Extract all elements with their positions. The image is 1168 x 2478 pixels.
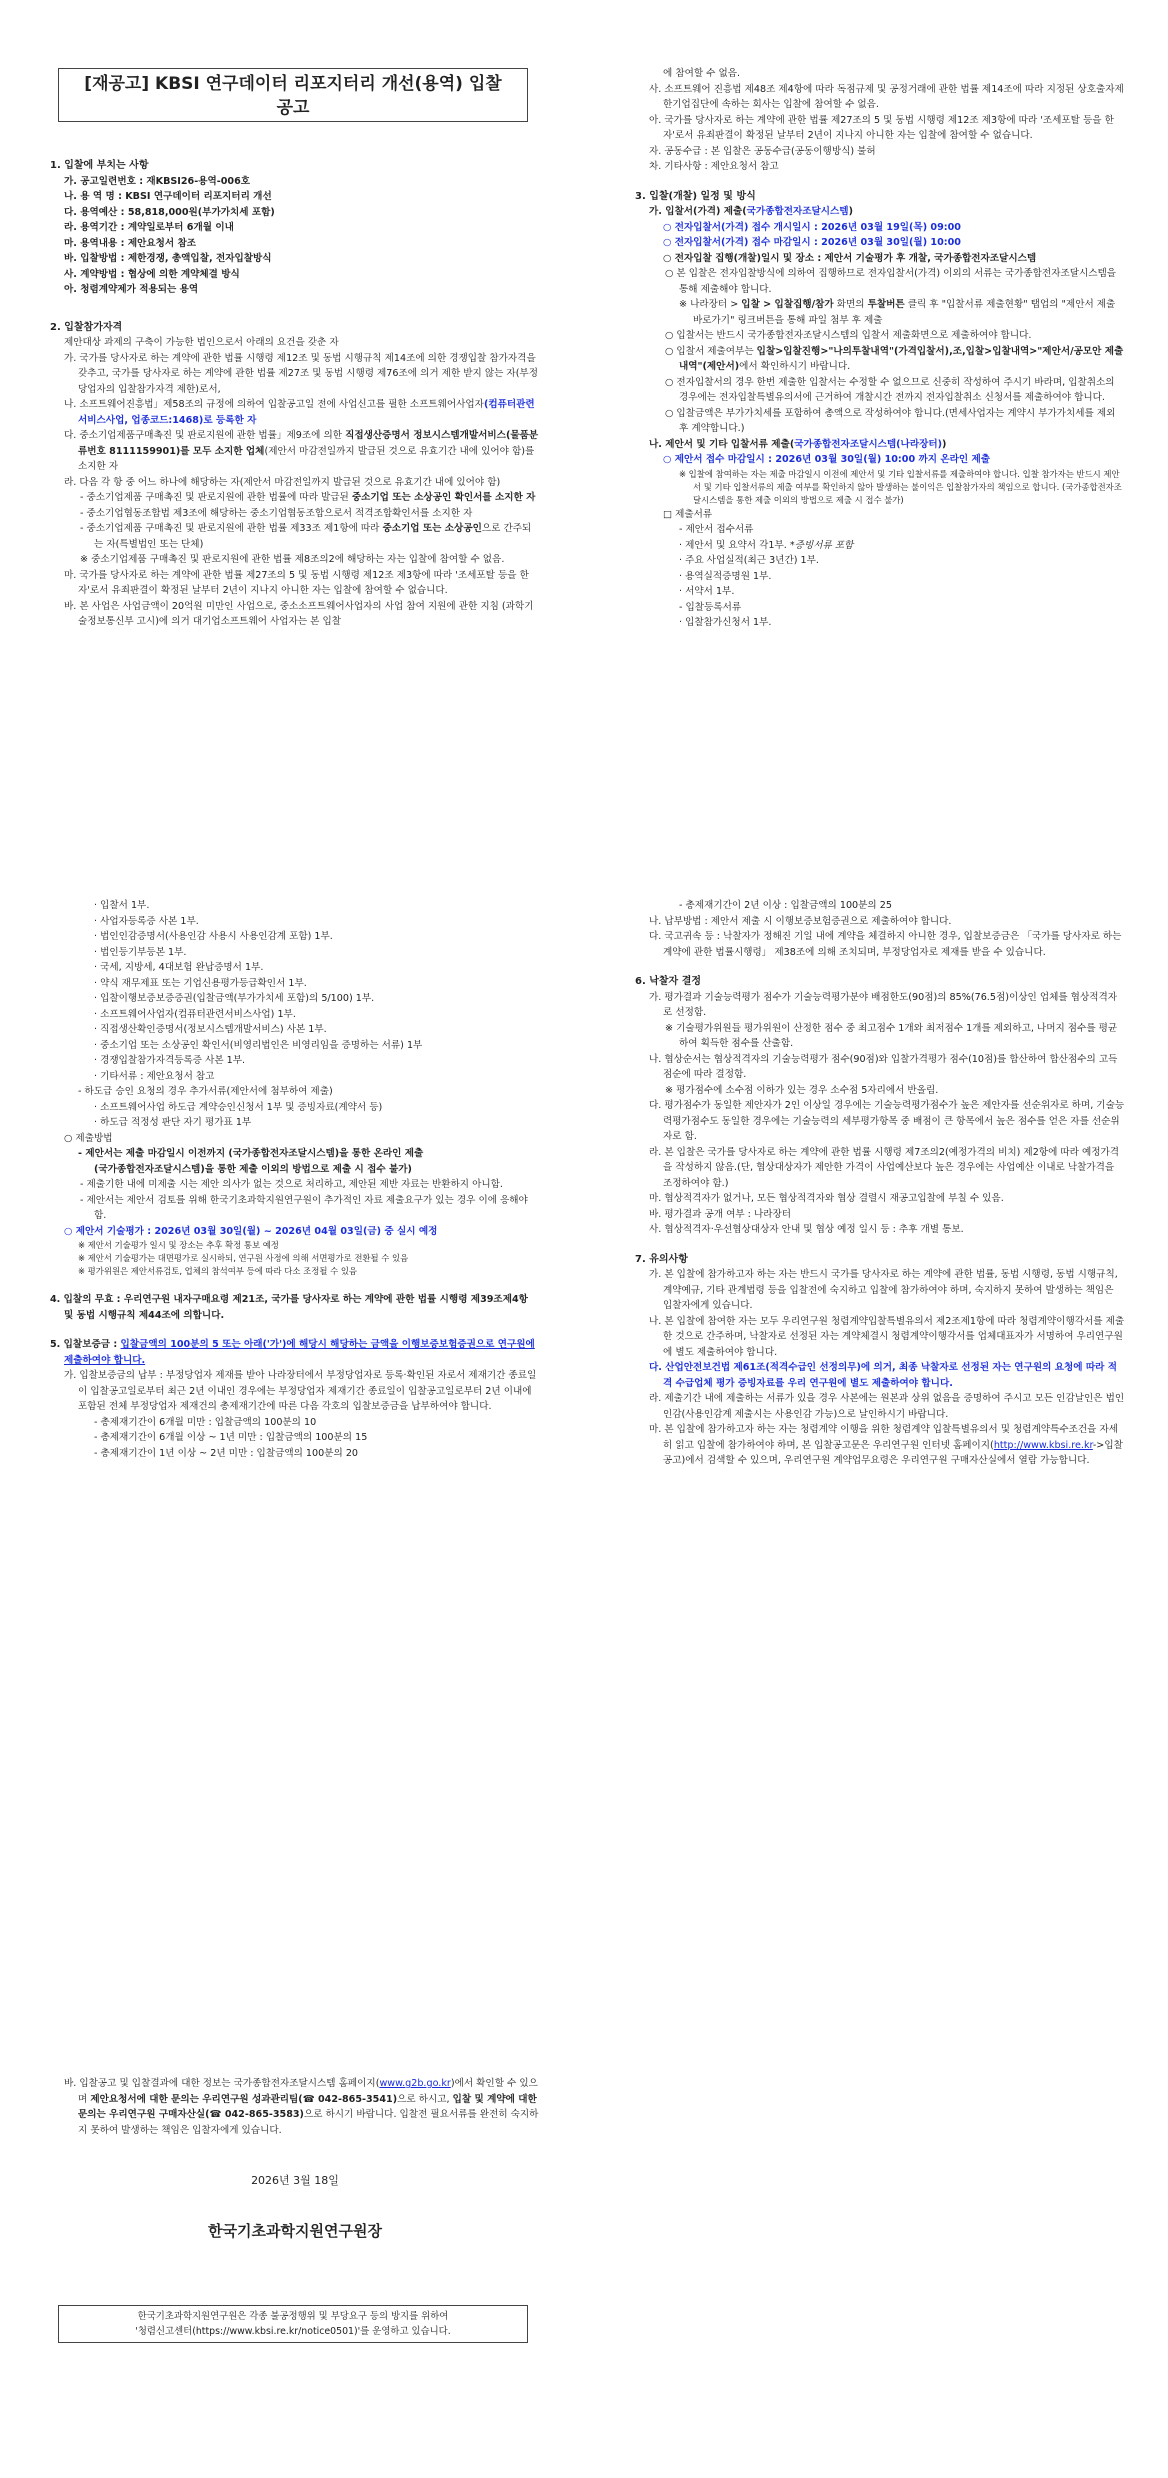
s6-ba: 바. 평가결과 공개 여부 : 나라장터 xyxy=(649,1208,792,1220)
s6-da: 다. 평가점수가 동일한 제안자가 2인 이상일 경우에는 기술능력평가점수가 높은 제안자를 선순위자로 하며, 기술능력평가점수도 동일한 경우에는 기술능력의 세부평가항목 중 배점이 큰 항목에서 높은 점수를 얻은 자를 선순위자로 함. xyxy=(649,1100,1125,1142)
s8-ba-e: 입찰 및 계약에 대한 문의는 우리연구원 구매자산실(☎ 042-865-3583) xyxy=(78,2093,537,2120)
s2-da-tail: (제안서 마감전일까지 발급된 것으로 유효기간 내에 있어야 함)를 소지한 자 xyxy=(78,445,535,472)
s2-ma: 마. 국가를 당사자로 하는 계약에 관한 법률 제27조의 5 및 동법 시행령 제12조 제3항에 따라 '조세포탈 등을 한 자'로서 유죄판결이 확정된 날부터 2년이 지나지 아니한 자는 입찰에 참여할 수 없습니다. xyxy=(64,569,529,596)
s6-ga-note: ※ 기술평가위원들 평가위원이 산정한 점수 중 최고점수 1개와 최저점수 1개를 제외하고, 나머지 점수를 평균하여 획득한 점수를 산출함. xyxy=(665,1022,1118,1049)
s6-na-note: ※ 평가점수에 소수점 이하가 있는 경우 소수점 5자리에서 반올림. xyxy=(665,1084,939,1096)
s7-ra: 라. 제출기간 내에 제출하는 서류가 있을 경우 사본에는 원본과 상위 없음을 증명하여 주시고 모든 인감날인은 법인인감(사용인감계 제출시는 사용인감 가능)으로 날인하시기 바랍니다. xyxy=(649,1393,1125,1420)
s3-o5 xyxy=(635,297,1125,328)
s3-doc: · 주요 사업실적(최근 3년간) 1부. xyxy=(679,555,819,566)
s5-g1: - 총제재기간이 6개월 미만 : 입찰금액의 100분의 10 xyxy=(94,1416,317,1428)
s3-o5-c: 화면의 xyxy=(833,299,868,310)
s5b-da: 다. 국고귀속 등 : 낙찰자가 정해진 기일 내에 계약을 체결하지 아니한 경우, 입찰보증금은 「국가를 당사자로 하는 계약에 관한 법률시행령」 제38조에 의해 조치되며, 부정당업자로 제재를 받을 수 있습니다. xyxy=(649,931,1122,958)
s2b-ja: 자. 공동수급 : 본 입찰은 공동수급(공동이행방식) 불허 xyxy=(649,145,876,157)
section-7-heading: 7. 유의사항 xyxy=(635,1253,688,1265)
s3-o5-d: 투찰버튼 xyxy=(867,299,905,310)
document-title-line2: 공고 xyxy=(276,98,310,118)
s3c-item: · 국세, 지방세, 4대보험 완납증명서 1부. xyxy=(94,962,264,973)
section-4-text: 4. 입찰의 무효 : 우리연구원 내자구매요령 제21조, 국가를 당사자로 하는 계약에 관한 법률 시행령 제39조제4항 및 동법 시행규칙 제44조에 의합니다. xyxy=(50,1294,528,1321)
s3-o3: ○ 전자입찰 집행(개찰)일시 및 장소 : 제안서 기술평가 후 개찰, 국가종합전자조달시스템 xyxy=(663,252,1037,264)
s3-ga xyxy=(635,204,1125,220)
s3c-item: · 기타서류 : 제안요청서 참고 xyxy=(94,1070,215,1082)
announcement-date: 2026년 3월 18일 xyxy=(251,2174,339,2187)
s3-ga-text: 가. 입찰서(가격) 제출( xyxy=(649,206,747,217)
s3c-m1b: (국가종합전자조달시스템)을 통한 제출 이외의 방법으로 제출 시 접수 불가) xyxy=(94,1163,412,1175)
document-title-box xyxy=(58,68,528,122)
s3-na-o1: ○ 제안서 접수 마감일시 : 2026년 03월 30일(월) 10:00 까지 온라인 제출 xyxy=(663,454,991,465)
s5b-g4: - 총제재기간이 2년 이상 : 입찰금액의 100분의 25 xyxy=(679,900,892,911)
s3c-item: · 경쟁입찰참가자격등록증 사본 1부. xyxy=(94,1055,246,1066)
s3-o5-b: 입찰 > 입찰집행/참가 xyxy=(741,299,834,310)
s8-ba-c: 제안요청서에 대한 문의는 우리연구원 성과관리팀(☎ 042-865-3541) xyxy=(90,2093,398,2105)
s3-o7-a: ○ 입찰서 제출여부는 xyxy=(665,345,757,357)
s2-ra-1 xyxy=(50,490,540,506)
s1-item: 라. 용역기간 : 계약일로부터 6개월 이내 xyxy=(64,222,234,233)
s3-ga-end: ) xyxy=(848,206,853,217)
s1-item: 사. 계약방법 : 협상에 의한 계약체결 방식 xyxy=(64,268,240,280)
integrity-notice-line1: 한국기초과학지원연구원은 각종 불공정행위 및 부당요구 등의 방지를 위하여 xyxy=(137,2311,449,2322)
s3c-eval-note: ※ 평가위원은 제안서류검토, 업체의 참석여부 등에 따라 다소 조정될 수 있음 xyxy=(78,1266,358,1276)
s3c-method-head: ○ 제출방법 xyxy=(64,1132,113,1144)
s7-ma xyxy=(635,1422,1125,1469)
s3c-eval-note: ※ 제안서 기술평가는 대면평가로 실시하되, 연구원 사정에 의해 서면평가로 전환될 수 있음 xyxy=(78,1253,409,1263)
s3c-item: · 사업자등록증 사본 1부. xyxy=(94,915,199,927)
s3c-item: · 입찰서 1부. xyxy=(94,900,150,911)
section-5-heading xyxy=(50,1337,540,1368)
s6-ga: 가. 평가결과 기술능력평가 점수가 기술능력평가분야 배점한도(90점)의 85%(76.5점)이상인 업체를 협상적격자로 선정함. xyxy=(649,991,1118,1018)
s3-doc xyxy=(635,538,1125,554)
s3c-eval: ○ 제안서 기술평가 : 2026년 03월 30일(월) ~ 2026년 04월 03일(금) 중 실시 예정 xyxy=(64,1225,438,1237)
s3-na-blue: 국가종합전자조달시스템(나라장터) xyxy=(794,438,943,450)
s6-ra: 라. 본 입찰은 국가를 당사자로 하는 계약에 관한 법률 시행령 제7조의2(예정가격의 비치) 제2항에 따라 예정가격을 작성하지 않음.(단, 협상대상자가 제안한 가격이 사업예산보다 높은 경우에는 사업예산 이내로 낙찰가격을 조정하여야 함.) xyxy=(649,1146,1120,1189)
s2b-cha: 차. 기타사항 : 제안요청서 참고 xyxy=(649,161,779,172)
s3-doc: · 입찰참가신청서 1부. xyxy=(679,617,772,628)
s7-ga: 가. 본 입찰에 참가하고자 하는 자는 반드시 국가를 당사자로 하는 계약에 관한 법률, 동법 시행령, 동법 시행규칙, 계약예규, 기타 관계법령 등을 입찰전에 숙지하고 입찰에 참가하여야 하며, 숙지하지 못하여 발생하는 책임은 입찰자에게 있습니다. xyxy=(649,1269,1118,1311)
s6-ma: 마. 협상적격자가 없거나, 모든 협상적격자와 협상 결렬시 재공고입찰에 부칠 수 있음. xyxy=(649,1193,1004,1204)
s3-o7-c: 에서 확인하시기 바랍니다. xyxy=(739,361,851,372)
s2b-cont: 에 참여할 수 없음. xyxy=(663,68,741,79)
section-top-right xyxy=(635,66,1125,631)
s3c-item: · 중소기업 또는 소상공인 확인서(비영리법인은 비영리임을 증명하는 서류) 1부 xyxy=(94,1039,423,1051)
s2-ra-3 xyxy=(50,521,540,552)
section-1-items xyxy=(50,174,540,298)
section-3-heading: 3. 입찰(개찰) 일정 및 방식 xyxy=(635,190,756,202)
s3c-sub-head: - 하도급 승인 요청의 경우 추가서류(제안서에 첨부하여 제출) xyxy=(78,1086,333,1097)
section-6-heading: 6. 낙찰자 결정 xyxy=(635,976,702,987)
s2-na xyxy=(50,397,540,428)
s3-ga-blue: 국가종합전자조달시스템 xyxy=(746,206,849,217)
s3-doc: - 제안서 접수서류 xyxy=(679,524,754,535)
s3c-sub-1: · 소프트웨어사업 하도급 계약승인신청서 1부 및 증빙자료(계약서 등) xyxy=(94,1101,383,1113)
s3-na-end: ) xyxy=(942,438,947,450)
s3-o6: ○ 입찰서는 반드시 국가종합전자조달시스템의 입찰서 제출화면으로 제출하여야 합니다. xyxy=(665,330,1032,341)
s3-o5-a: ※ 나라장터 > xyxy=(679,299,742,310)
s3-o4: ○ 본 입찰은 전자입찰방식에 의하여 집행하므로 전자입찰서(가격) 이외의 서류는 국가종합전자조달시스템을 통해 제출해야 합니다. xyxy=(665,268,1117,295)
s2-ra1-bold: 중소기업 또는 소상공인 확인서를 소지한 자 xyxy=(351,492,536,503)
kbsi-homepage-link[interactable]: http://www.kbsi.re.kr xyxy=(993,1439,1093,1451)
s3-doc-text: · 제안서 및 요약서 각1부. xyxy=(679,539,787,551)
s2-da xyxy=(50,428,540,475)
s3c-item: · 입찰이행보증보증증권(입찰금액(부가가치세 포함)의 5/100) 1부. xyxy=(94,993,375,1004)
s3c-sub-2: · 하도급 적정성 판단 자기 평가표 1부 xyxy=(94,1117,252,1128)
s3-doc: · 용역실적증명원 1부. xyxy=(679,570,772,582)
s2-ra: 라. 다음 각 항 중 어느 하나에 해당하는 자(제안서 마감전일까지 발급된 것으로 유효기간 내에 있어야 함) xyxy=(64,476,501,488)
issuer-name: 한국기초과학지원연구원장 xyxy=(208,2222,382,2240)
section-2-heading: 2. 입찰참가자격 xyxy=(50,321,123,333)
section-middle-left xyxy=(50,898,540,1461)
section-middle-right xyxy=(635,898,1125,1469)
s3c-item: · 법인인감증명서(사용인감 사용시 사용인감계 포함) 1부. xyxy=(94,931,333,942)
g2b-link[interactable]: www.g2b.go.kr xyxy=(379,2078,451,2089)
s3-o9: ○ 입찰금액은 부가가치세를 포함하여 총액으로 작성하여야 합니다.(면세사업자는 계약시 부가가치세를 제외 후 계약합니다.) xyxy=(665,407,1116,434)
s8-ba-d: 으로 하시고, xyxy=(397,2093,453,2105)
section-top-left xyxy=(50,158,540,630)
s3-na xyxy=(635,437,1125,453)
s2-ra3-text: - 중소기업제품 구매촉진 및 판로지원에 관한 법률 제33조 제1항에 따라 xyxy=(80,523,383,534)
s3-docs-head: □ 제출서류 xyxy=(663,508,713,520)
s2-ra3-bold: 중소기업 또는 소상공인 xyxy=(382,523,482,534)
s7-da: 다. 산업안전보건법 제61조(적격수급인 선정의무)에 의거, 최종 낙찰자로 선정된 자는 연구원의 요청에 따라 적격 수급업체 평가 증빙자료를 우리 연구원에 별도 제출하여야 합니다. xyxy=(649,1362,1117,1389)
s3-o8: ○ 전자입찰서의 경우 한번 제출한 입찰서는 수정할 수 없으므로 신중히 작성하여 주시기 바라며, 입찰취소의 경우에는 전자입찰특별유의서에 근거하여 개찰시간 전까지 전자입찰취소 신청서를 제출하여야 합니다. xyxy=(665,376,1115,403)
s3-na-note: ※ 입찰에 참여하는 자는 제출 마감일시 이전에 제안서 및 기타 입찰서류를 제출하여야 합니다. 입찰 참가자는 반드시 제안서 및 기타 입찰서류의 제출 여부를 확인하지 않아 발생하는 불이익은 입찰참가자의 책임으로 합니다. (국가종합전자조달시스템을 통한 제출 이외의 방법으로 제출 시 접수 불가) xyxy=(679,468,1122,505)
s3-na-text: 나. 제안서 및 기타 입찰서류 제출( xyxy=(649,438,795,450)
s2-da-bold: 직접생산증명서 정보시스템개발서비스(물품분류번호 8111159901)를 모두 소지한 업체 xyxy=(78,430,539,457)
s3-o7-b: 입찰>입찰진행>"나의투찰내역"(가격입찰서),조,입찰>입찰내역>"제안서/공모안 제출내역"(제안서) xyxy=(679,345,1124,372)
s3c-item: · 법인등기부등본 1부. xyxy=(94,946,187,958)
document-title-line1: [재공고] KBSI 연구데이터 리포지터리 개선(용역) 입찰 xyxy=(84,74,502,94)
s1-item: 다. 용역예산 : 58,818,000원(부가가치세 포함) xyxy=(64,206,275,218)
s3-o5-e: 클릭 후 "입찰서류 제출현황" 탭업의 "제안서 제출 바로가기" 링크버튼을 통해 파일 첨부 후 제출 xyxy=(693,299,1116,326)
s8-ba-f: 으로 하시기 바랍니다. 입찰전 필요서류를 완전히 숙지하지 못하여 발생하는 책임은 입찰자에게 있습니다. xyxy=(78,2109,539,2136)
section-5-label: 5. 입찰보증금 : xyxy=(50,1339,121,1350)
s2-na-text: 나. 소프트웨어진흥법」제58조의 규정에 의하여 입찰공고일 전에 사업신고를 필한 소프트웨어사업자 xyxy=(64,399,484,410)
s6-sa: 사. 협상적격자·우선협상대상자 안내 및 협상 예정 일시 등 : 추후 개별 통보. xyxy=(649,1224,964,1235)
section-4-heading xyxy=(50,1292,540,1323)
s3-o1: ○ 전자입찰서(가격) 접수 개시일시 : 2026년 03월 19일(목) 09:00 xyxy=(663,221,961,233)
s2-ra-note: ※ 중소기업제품 구매촉진 및 판로지원에 관한 법률 제8조의2에 해당하는 자는 입찰에 참여할 수 없음. xyxy=(80,554,505,565)
s2-ra1-text: - 중소기업제품 구매촉진 및 판로지원에 관한 법률에 따라 발급된 xyxy=(80,492,352,503)
s2-ga: 가. 국가를 당사자로 하는 계약에 관한 법률 시행령 제12조 및 동법 시행규칙 제14조에 의한 경쟁입찰 참가자격을 갖추고, 국가를 당사자로 하는 계약에 관한 법률 제27조 및 동법 시행령 제76조에 의거 제한 받지 않는 자(부정당업자의 입찰참가자격 제한)로서, xyxy=(64,352,538,395)
s5-g3: - 총제재기간이 1년 이상 ~ 2년 미만 : 입찰금액의 100분의 20 xyxy=(94,1447,359,1459)
s1-item: 마. 용역내용 : 제안요청서 참조 xyxy=(64,237,197,249)
s2-na-highlight: (컴퓨터관련서비스사업, 업종코드:1468)로 등록한 자 xyxy=(78,399,535,426)
s3c-item: · 약식 재무제표 또는 기업신용평가등급확인서 1부. xyxy=(94,977,307,989)
s6-na: 나. 협상순서는 협상적격자의 기술능력평가 점수(90점)와 입찰가격평가 점수(10점)를 합산하여 합산점수의 고득점순에 따라 결정함. xyxy=(649,1053,1118,1080)
s2-da-text: 다. 중소기업제품구매촉진 및 판로지원에 관한 법률」제9조에 의한 xyxy=(64,430,346,441)
s3c-item: · 직접생산확인증명서(정보시스템개발서비스) 사본 1부. xyxy=(94,1024,327,1035)
integrity-notice-line2: '청렴신고센터(https://www.kbsi.re.kr/notice0501)'를 운영하고 있습니다. xyxy=(135,2326,451,2337)
s5-ga: 가. 입찰보증금의 납부 : 부정당업자 제재를 받아 나라장터에서 부정당업자로 등록·확인된 자로서 제재기간 종료일이 입찰공고일로부터 최근 2년 이내인 경우에는 부정당업자 제재기간 종료일이 입찰공고일로부터 2년 이내에 포함된 전체 부정당업자 제재건의 총제재기간에 따른 다음 각호의 입찰보증금을 납부하여야 합니다. xyxy=(64,1370,537,1412)
s2-intro: 제안대상 과제의 구축이 가능한 법인으로서 아래의 요건을 갖춘 자 xyxy=(64,337,339,348)
s3-o2: ○ 전자입찰서(가격) 접수 마감일시 : 2026년 03월 30일(월) 10:00 xyxy=(663,237,961,248)
s3c-m2: - 제출기한 내에 미제출 시는 제안 의사가 없는 것으로 처리하고, 제안된 제반 자료는 반환하지 아니함. xyxy=(80,1179,503,1190)
integrity-notice-box xyxy=(58,2305,528,2343)
s1-item: 아. 청렴계약제가 적용되는 용역 xyxy=(64,284,199,295)
s1-item: 가. 공고일련번호 : 재KBSI26-용역-006호 xyxy=(64,175,251,187)
s1-item: 나. 용 역 명 : KBSI 연구데이터 리포지터리 개선 xyxy=(64,191,272,202)
s7-na: 나. 본 입찰에 참여한 자는 모두 우리연구원 청렴계약입찰특별유의서 제2조제1항에 따라 청렴계약이행각서를 제출한 것으로 간주하며, 낙찰자로 선정된 자는 계약체결시 청렴계약이행각서를 업체대표자가 서명하여 우리연구원에 별도 제출하여야 합니다. xyxy=(649,1315,1125,1358)
s7-ma-text: 마. 본 입찰에 참가하고자 하는 자는 청렴계약 이행을 위한 청렴계약 입찰특별유의서 및 청렴계약특수조건을 자세히 읽고 입찰에 참가하여야 하며, 본 입찰공고문은 우리연구원 인터넷 홈페이지( xyxy=(649,1424,1119,1451)
s5b-na: 나. 납부방법 : 제안서 제출 시 이행보증보험증권으로 제출하여야 합니다. xyxy=(649,915,952,927)
s3c-m3: - 제안서는 제안서 검토를 위해 한국기초과학지원연구원이 추가적인 자료 제출요구가 있는 경우 이에 응해야 함. xyxy=(80,1194,528,1221)
s1-item: 바. 입찰방법 : 제한경쟁, 총액입찰, 전자입찰방식 xyxy=(64,253,272,264)
s8-ba-a: 바. 입찰공고 및 입찰결과에 대한 정보는 국가종합전자조달시스템 홈페이지( xyxy=(64,2078,380,2089)
s8-ba-b: )에서 확인할 수 있으며 xyxy=(78,2078,538,2105)
s2b-a: 아. 국가를 당사자로 하는 계약에 관한 법률 제27조의 5 및 동법 시행령 제12조 제3항에 따라 '조세포탈 등을 한 자'로서 유죄판결이 확정된 날부터 2년이 지나지 아니한 자는 입찰에 참여할 수 없습니다. xyxy=(649,114,1114,141)
s2-ra3-tail: 으로 간주되는 자(특별법인 또는 단체) xyxy=(94,523,532,550)
s2-ba: 바. 본 사업은 사업금액이 20억원 미만인 사업으로, 중소소프트웨어사업자의 사업 참여 지원에 관한 지침 (과학기술정보통신부 고시)에 의거 대기업소프트웨어 사업자는 본 입찰 xyxy=(64,600,534,627)
s3-doc-italic: *증빙서류 포함 xyxy=(789,539,854,551)
s3-o7 xyxy=(635,344,1125,375)
s2-ra-2: - 중소기업협동조합법 제3조에 해당하는 중소기업협동조합으로서 적격조합확인서를 소지한 자 xyxy=(80,507,473,519)
s2b-sa: 사. 소프트웨어 진흥법 제48조 제4항에 따라 독점규제 및 공정거래에 관한 법률 제14조에 따라 지정된 상호출자제한기업집단에 속하는 회사는 입찰에 참여할 수 없음. xyxy=(649,83,1124,110)
s3-doc: - 입찰등록서류 xyxy=(679,601,742,613)
s8-ba xyxy=(50,2076,540,2138)
section-1-heading: 1. 입찰에 부치는 사항 xyxy=(50,160,149,171)
s5-g2: - 총제재기간이 6개월 이상 ~ 1년 미만 : 입찰금액의 100분의 15 xyxy=(94,1432,368,1443)
s3-doc: · 서약서 1부. xyxy=(679,586,735,597)
section-5-highlight: 입찰금액의 100분의 5 또는 아래('가')에 해당시 해당하는 금액을 이행보증보험증권으로 연구원에 제출하여야 합니다. xyxy=(64,1339,535,1366)
s3c-item: · 소프트웨어사업자(컴퓨터관련서비스사업) 1부. xyxy=(94,1008,296,1020)
s3c-m1a: - 제안서는 제출 마감일시 이전까지 (국가종합전자조달시스템)을 통한 온라인 제출 xyxy=(78,1148,424,1159)
s7-ma-tail: ->입찰공고)에서 검색할 수 있으며, 우리연구원 계약업무요령은 우리연구원 구매자산실에서 열람 가능합니다. xyxy=(663,1439,1123,1466)
section-bottom-left xyxy=(50,2076,540,2138)
s3c-eval-note: ※ 제안서 기술평가 일시 및 장소는 추후 확정 통보 예정 xyxy=(78,1240,279,1250)
